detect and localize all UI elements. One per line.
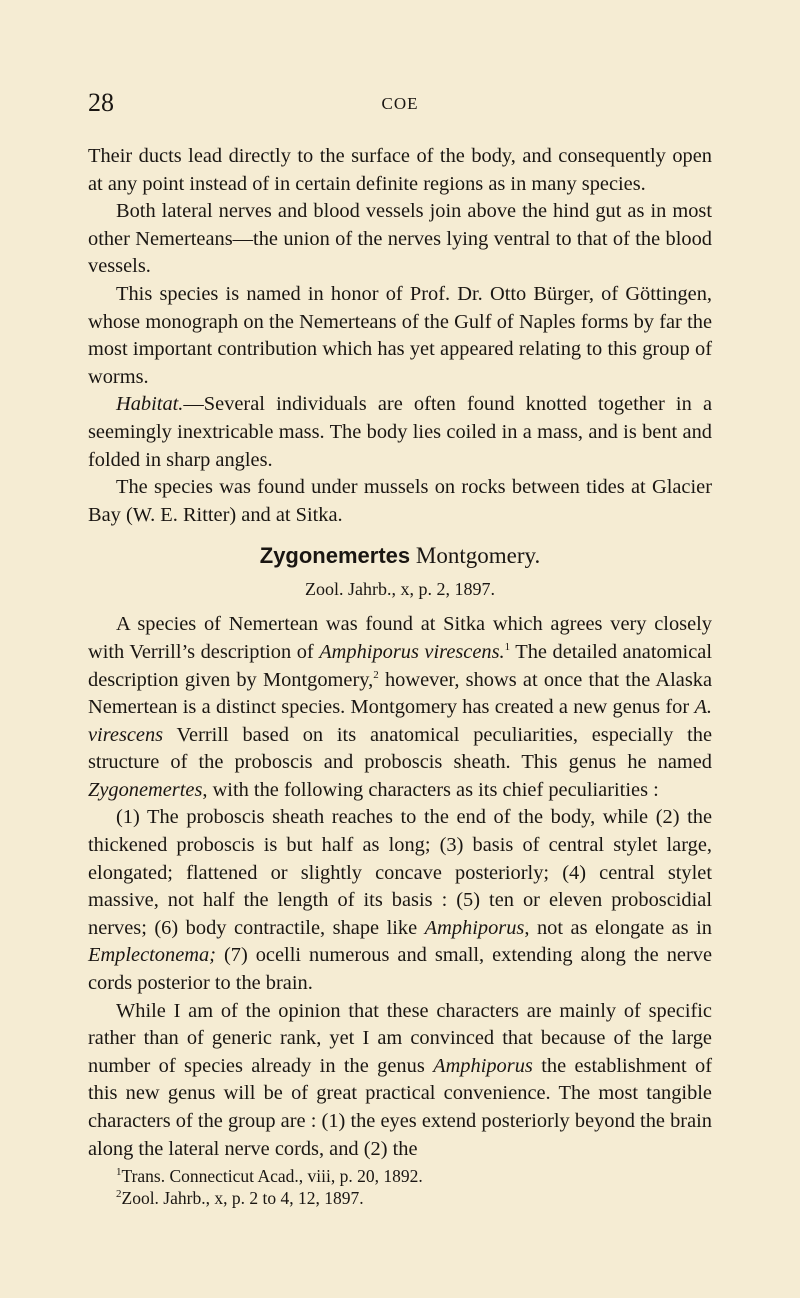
text-run: While I am of the opinion that these characters are mainly of specific rather than of generic rank, yet I am convinced that because of the large number of species already in the genus — [88, 999, 712, 1077]
text-run: Verrill based on its anatomical peculiarities, especially the structure of the proboscis and proboscis sheath. This genus he named — [88, 723, 712, 774]
page-header — [88, 84, 712, 124]
italic-taxon: Zygonemertes — [88, 778, 203, 801]
text-run: , with the following characters as its chief peculiarities : — [202, 778, 659, 801]
italic-taxon: Amphiporus — [433, 1054, 533, 1077]
footnote-text: Zool. Jahrb., x, p. 2 to 4, 12, 1897. — [121, 1188, 364, 1209]
section-heading — [88, 541, 712, 571]
footnote-1 — [88, 1165, 712, 1187]
paragraph-locality: The species was found under mussels on rocks between tides at Glacier Bay (W. E. Ritter) and at Sitka. — [88, 476, 712, 526]
paragraph-habitat — [88, 391, 712, 474]
paragraph-species-named: This species is named in honor of Prof. Dr. Otto Bürger, of Göttingen, whose monograph on the Nemerteans of the Gulf of Naples forms by far the most important contribution which has yet appeared relating to this group of worms. — [88, 282, 712, 388]
italic-taxon: Emplectonema; — [88, 944, 216, 967]
page-body — [88, 143, 712, 1209]
running-head: COE — [381, 94, 419, 113]
footnotes — [88, 1165, 712, 1209]
paragraph-characters-list — [88, 804, 712, 997]
italic-taxon: A. virescens — [88, 696, 712, 746]
text-run: , not as elongate as in — [524, 916, 712, 939]
section-genus: Zygonemertes — [259, 543, 411, 569]
footnote-text: Trans. Connecticut Acad., viii, p. 20, 1892. — [121, 1166, 423, 1187]
paragraph-opinion — [88, 998, 712, 1164]
footnote-mark: 2 — [116, 1188, 122, 1201]
habitat-text: —Several individuals are often found knotted together in a seemingly inextricable mass. The body lies coiled in a mass, and is bent and folded in sharp angles. — [88, 393, 712, 471]
text-run: the establishment of this new genus will be of great practical convenience. The most tangible characters of the group are : (1) the eyes extend posteriorly beyond the brain along the lateral nerve cords, and (2) the — [88, 1054, 712, 1160]
text-run: The detailed anatomical description given by Montgomery, — [88, 640, 712, 691]
page-number: 28 — [88, 88, 114, 117]
footnote-ref: 1 — [504, 641, 511, 654]
section-author: Montgomery. — [415, 543, 541, 569]
footnote-ref: 2 — [373, 668, 379, 681]
italic-taxon: Amphiporus — [424, 916, 525, 939]
habitat-label: Habitat. — [116, 393, 184, 416]
paragraph-species-description — [88, 611, 712, 804]
section-citation: Zool. Jahrb., x, p. 2, 1897. — [305, 579, 495, 600]
italic-taxon: Amphiporus virescens. — [319, 640, 505, 663]
text-run: A species of Nemertean was found at Sitka which agrees very closely with Verrill’s description of — [88, 613, 712, 663]
paragraph-ducts: Their ducts lead directly to the surface of the body, and consequently open at any point instead of in certain definite regions as in many species. — [88, 145, 712, 195]
paragraph-lateral-nerves: Both lateral nerves and blood vessels join above the hind gut as in most other Nemerteans—the union of the nerves lying ventral to that of the blood vessels. — [88, 200, 712, 278]
text-run: (7) ocelli numerous and small, extending along the nerve cords posterior to the brain. — [88, 944, 712, 995]
footnote-2 — [88, 1187, 712, 1209]
text-run: however, shows at once that the Alaska Nemertean is a distinct species. Montgomery has created a new genus for — [88, 668, 712, 719]
footnote-mark: 1 — [116, 1166, 122, 1179]
text-run: (1) The proboscis sheath reaches to the end of the body, while (2) the thickened proboscis is but half as long; (3) basis of central stylet large, elongated; flattened or slightly concave posteriorly; (4) central stylet massive, not half the length of its basis : (5) ten or eleven proboscidial nerves; (6) body contractile, shape like — [88, 806, 712, 939]
